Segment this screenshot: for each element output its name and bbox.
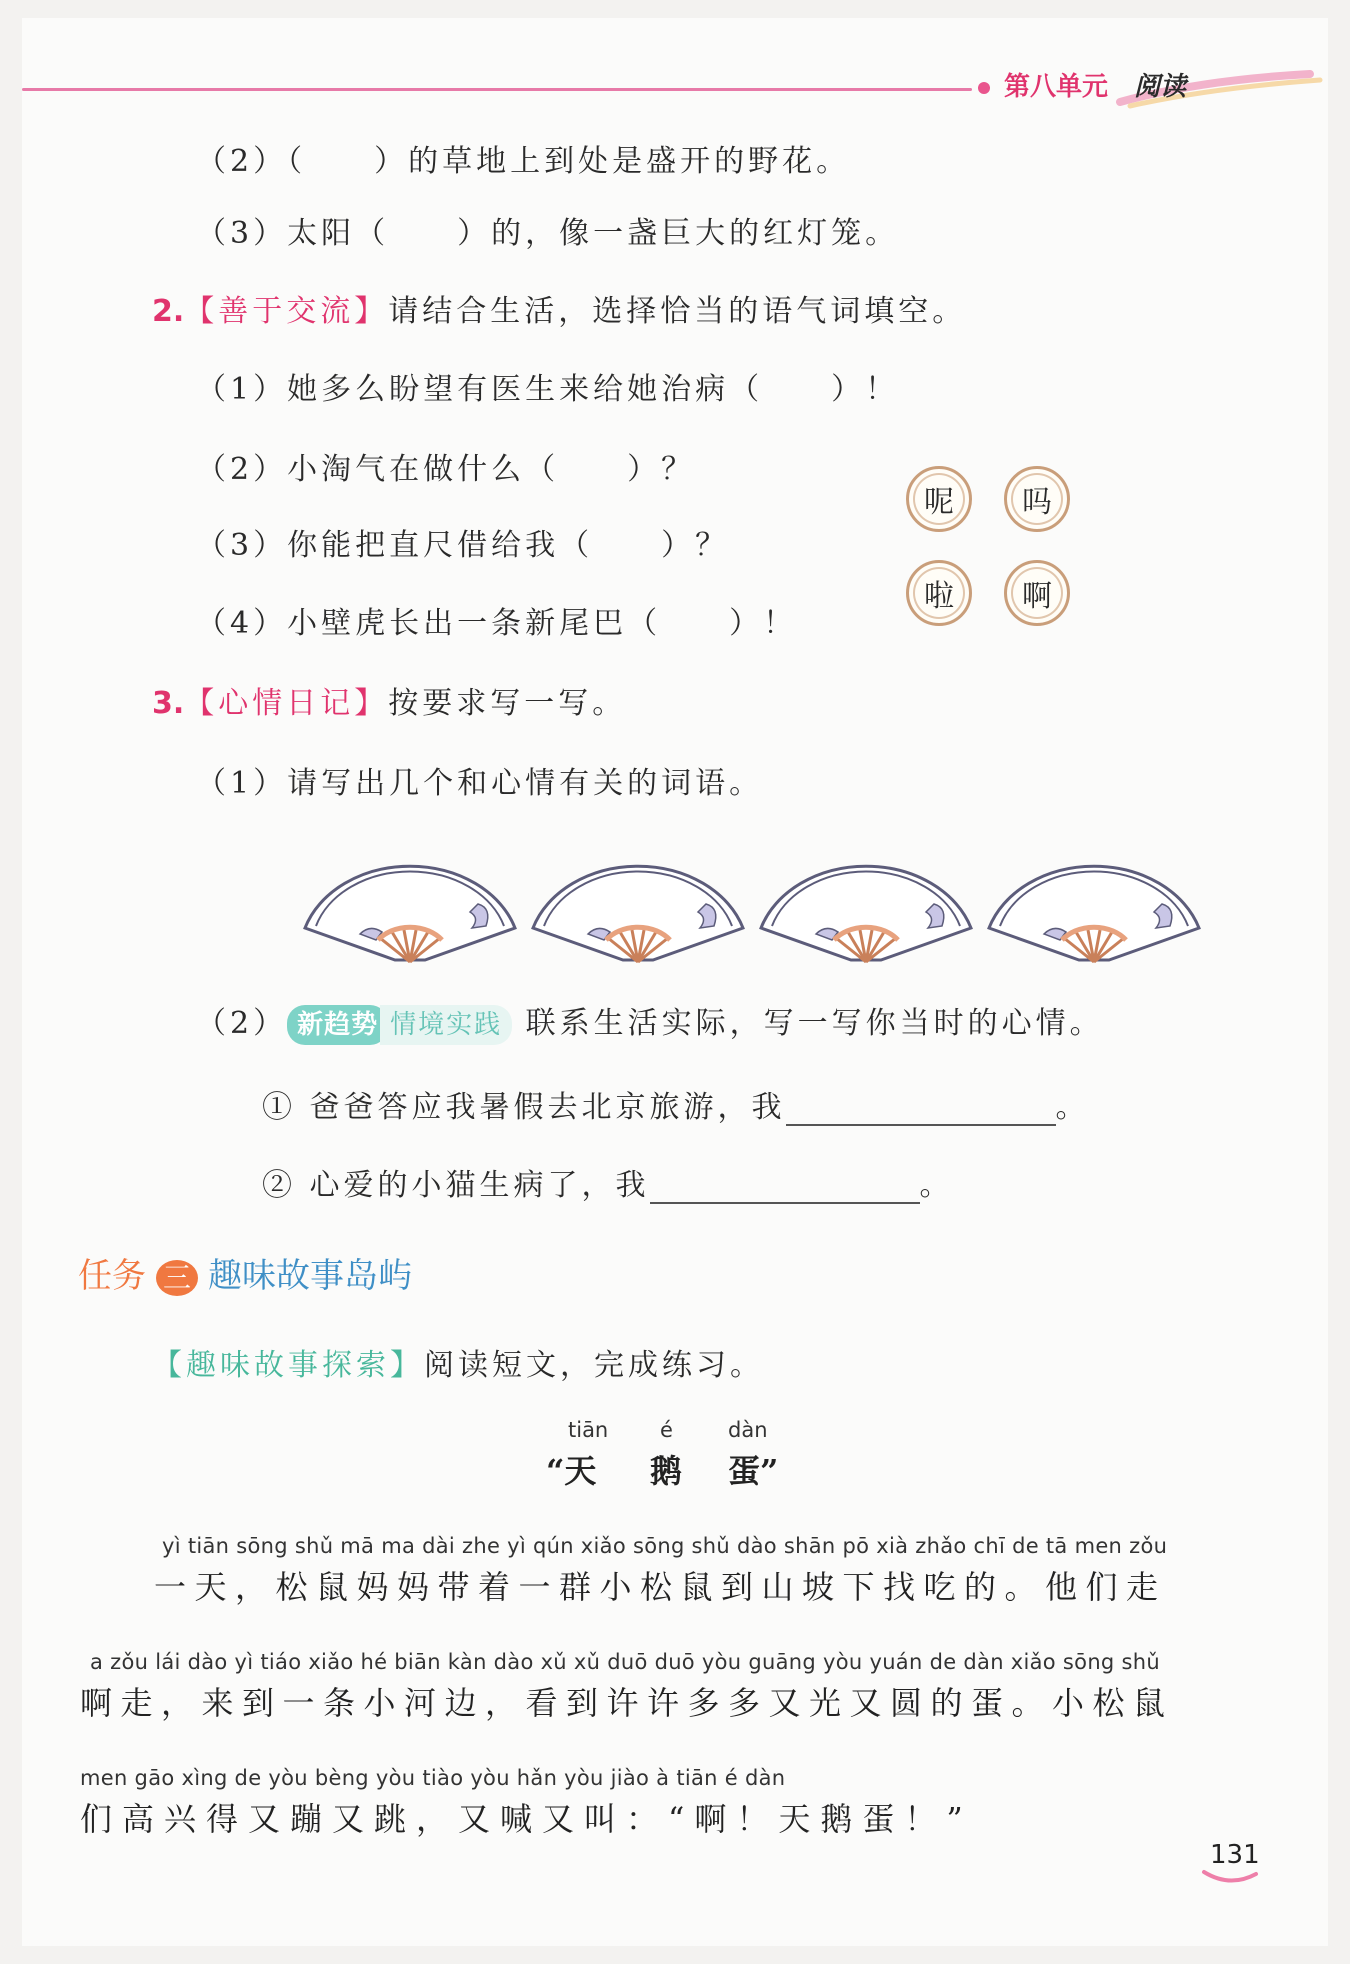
story-text-line-2: 啊走，来到一条小河边，看到许许多多又光又圆的蛋。小松鼠 [80, 1684, 1174, 1722]
q3-sub-2 [262, 1160, 954, 1204]
story-title-char-1: “天 [546, 1452, 597, 1490]
story-text-line-1: 一天，松鼠妈妈带着一群小松鼠到山坡下找吃的。他们走 [154, 1568, 1167, 1606]
q3-prompt: 按要求写一写。 [388, 686, 627, 721]
q3-sub-1-text: ① 爸爸答应我暑假去北京旅游，我 [262, 1090, 786, 1125]
reading-instruction [152, 1340, 764, 1384]
q3-number: 3. [152, 686, 185, 721]
page-number-swoosh [1200, 1868, 1260, 1888]
story-pinyin-line-2: a zǒu lái dào yì tiáo xiǎo hé biān kàn dào xǔ xǔ duō duō yòu guāng yòu yuán de dàn xiǎo sōng shǔ [90, 1650, 1160, 1674]
page-number: 131 [1210, 1840, 1260, 1870]
q3-part2-prompt: 联系生活实际，写一写你当时的心情。 [525, 1006, 1104, 1041]
q2-item-2: （2）小淘气在做什么（ ）？ [196, 452, 696, 487]
task-label: 任务 [78, 1256, 146, 1296]
q3-part2 [196, 998, 1104, 1045]
q3-sub-1 [262, 1082, 1090, 1126]
fan-3[interactable] [761, 866, 971, 962]
fan-answer-boxes [300, 838, 1230, 978]
option-badge-la: 啦 [906, 560, 972, 626]
q1-item-3: （3）太阳（ ）的，像一盏巨大的红灯笼。 [196, 216, 900, 251]
story-pinyin-line-1: yì tiān sōng shǔ mā ma dài zhe yì qún xiǎo sōng shǔ dào shān pō xià zhǎo chī de tā men zǒu [162, 1534, 1168, 1558]
story-text-line-3: 们高兴得又蹦又跳，又喊又叫：“啊！天鹅蛋！” [80, 1800, 973, 1838]
q3-heading [152, 678, 626, 722]
task-number-icon: 三 [156, 1260, 198, 1296]
answer-blank-2[interactable] [650, 1202, 920, 1204]
option-badge-a: 啊 [1004, 560, 1070, 626]
new-trend-badge: 新趋势 [287, 1005, 388, 1045]
title-pinyin-2: é [660, 1418, 673, 1442]
q2-number: 2. [152, 294, 185, 329]
title-pinyin-3: dàn [728, 1418, 768, 1442]
q2-item-4: （4）小壁虎长出一条新尾巴（ ）！ [196, 606, 798, 641]
q3-tag: 【心情日记】 [184, 686, 389, 721]
fan-2[interactable] [533, 866, 743, 962]
q3-part2-number: （2） [196, 1006, 288, 1041]
option-badge-ma: 吗 [1004, 466, 1070, 532]
reading-prompt: 阅读短文，完成练习。 [424, 1348, 764, 1383]
header-dot [978, 82, 990, 94]
title-pinyin-1: tiān [568, 1418, 609, 1442]
header-rule [22, 88, 972, 91]
q3-sub-2-period: 。 [919, 1168, 954, 1203]
story-pinyin-line-3: men gāo xìng de yòu bèng yòu tiào yòu hǎn yòu jiào à tiān é dàn [80, 1766, 786, 1790]
task-heading [78, 1248, 412, 1297]
q2-item-3: （3）你能把直尺借给我（ ）？ [196, 528, 730, 563]
story-title-char-2: 鹅 [650, 1452, 683, 1490]
situation-practice-tag: 情境实践 [380, 1005, 512, 1045]
q3-sub-2-text: ② 心爱的小猫生病了，我 [262, 1168, 650, 1203]
q2-prompt: 请结合生活，选择恰当的语气词填空。 [388, 294, 967, 329]
reading-tag: 【趣味故事探索】 [152, 1348, 424, 1383]
option-badge-ne: 呢 [906, 466, 972, 532]
unit-label: 第八单元 [1004, 72, 1109, 102]
q2-heading [152, 286, 966, 330]
q2-item-1: （1）她多么盼望有医生来给她治病（ ）！ [196, 372, 900, 407]
task-title: 趣味故事岛屿 [208, 1256, 412, 1296]
q3-part1: （1）请写出几个和心情有关的词语。 [196, 766, 764, 801]
fan-4[interactable] [989, 866, 1199, 962]
section-label: 阅读 [1134, 72, 1187, 102]
q2-tag: 【善于交流】 [184, 294, 389, 329]
answer-blank-1[interactable] [786, 1124, 1056, 1126]
story-title-char-3: 蛋” [728, 1452, 779, 1490]
q1-item-2: （2）（ ）的草地上到处是盛开的野花。 [196, 144, 851, 179]
fan-1[interactable] [305, 866, 515, 962]
q3-sub-1-period: 。 [1055, 1090, 1090, 1125]
